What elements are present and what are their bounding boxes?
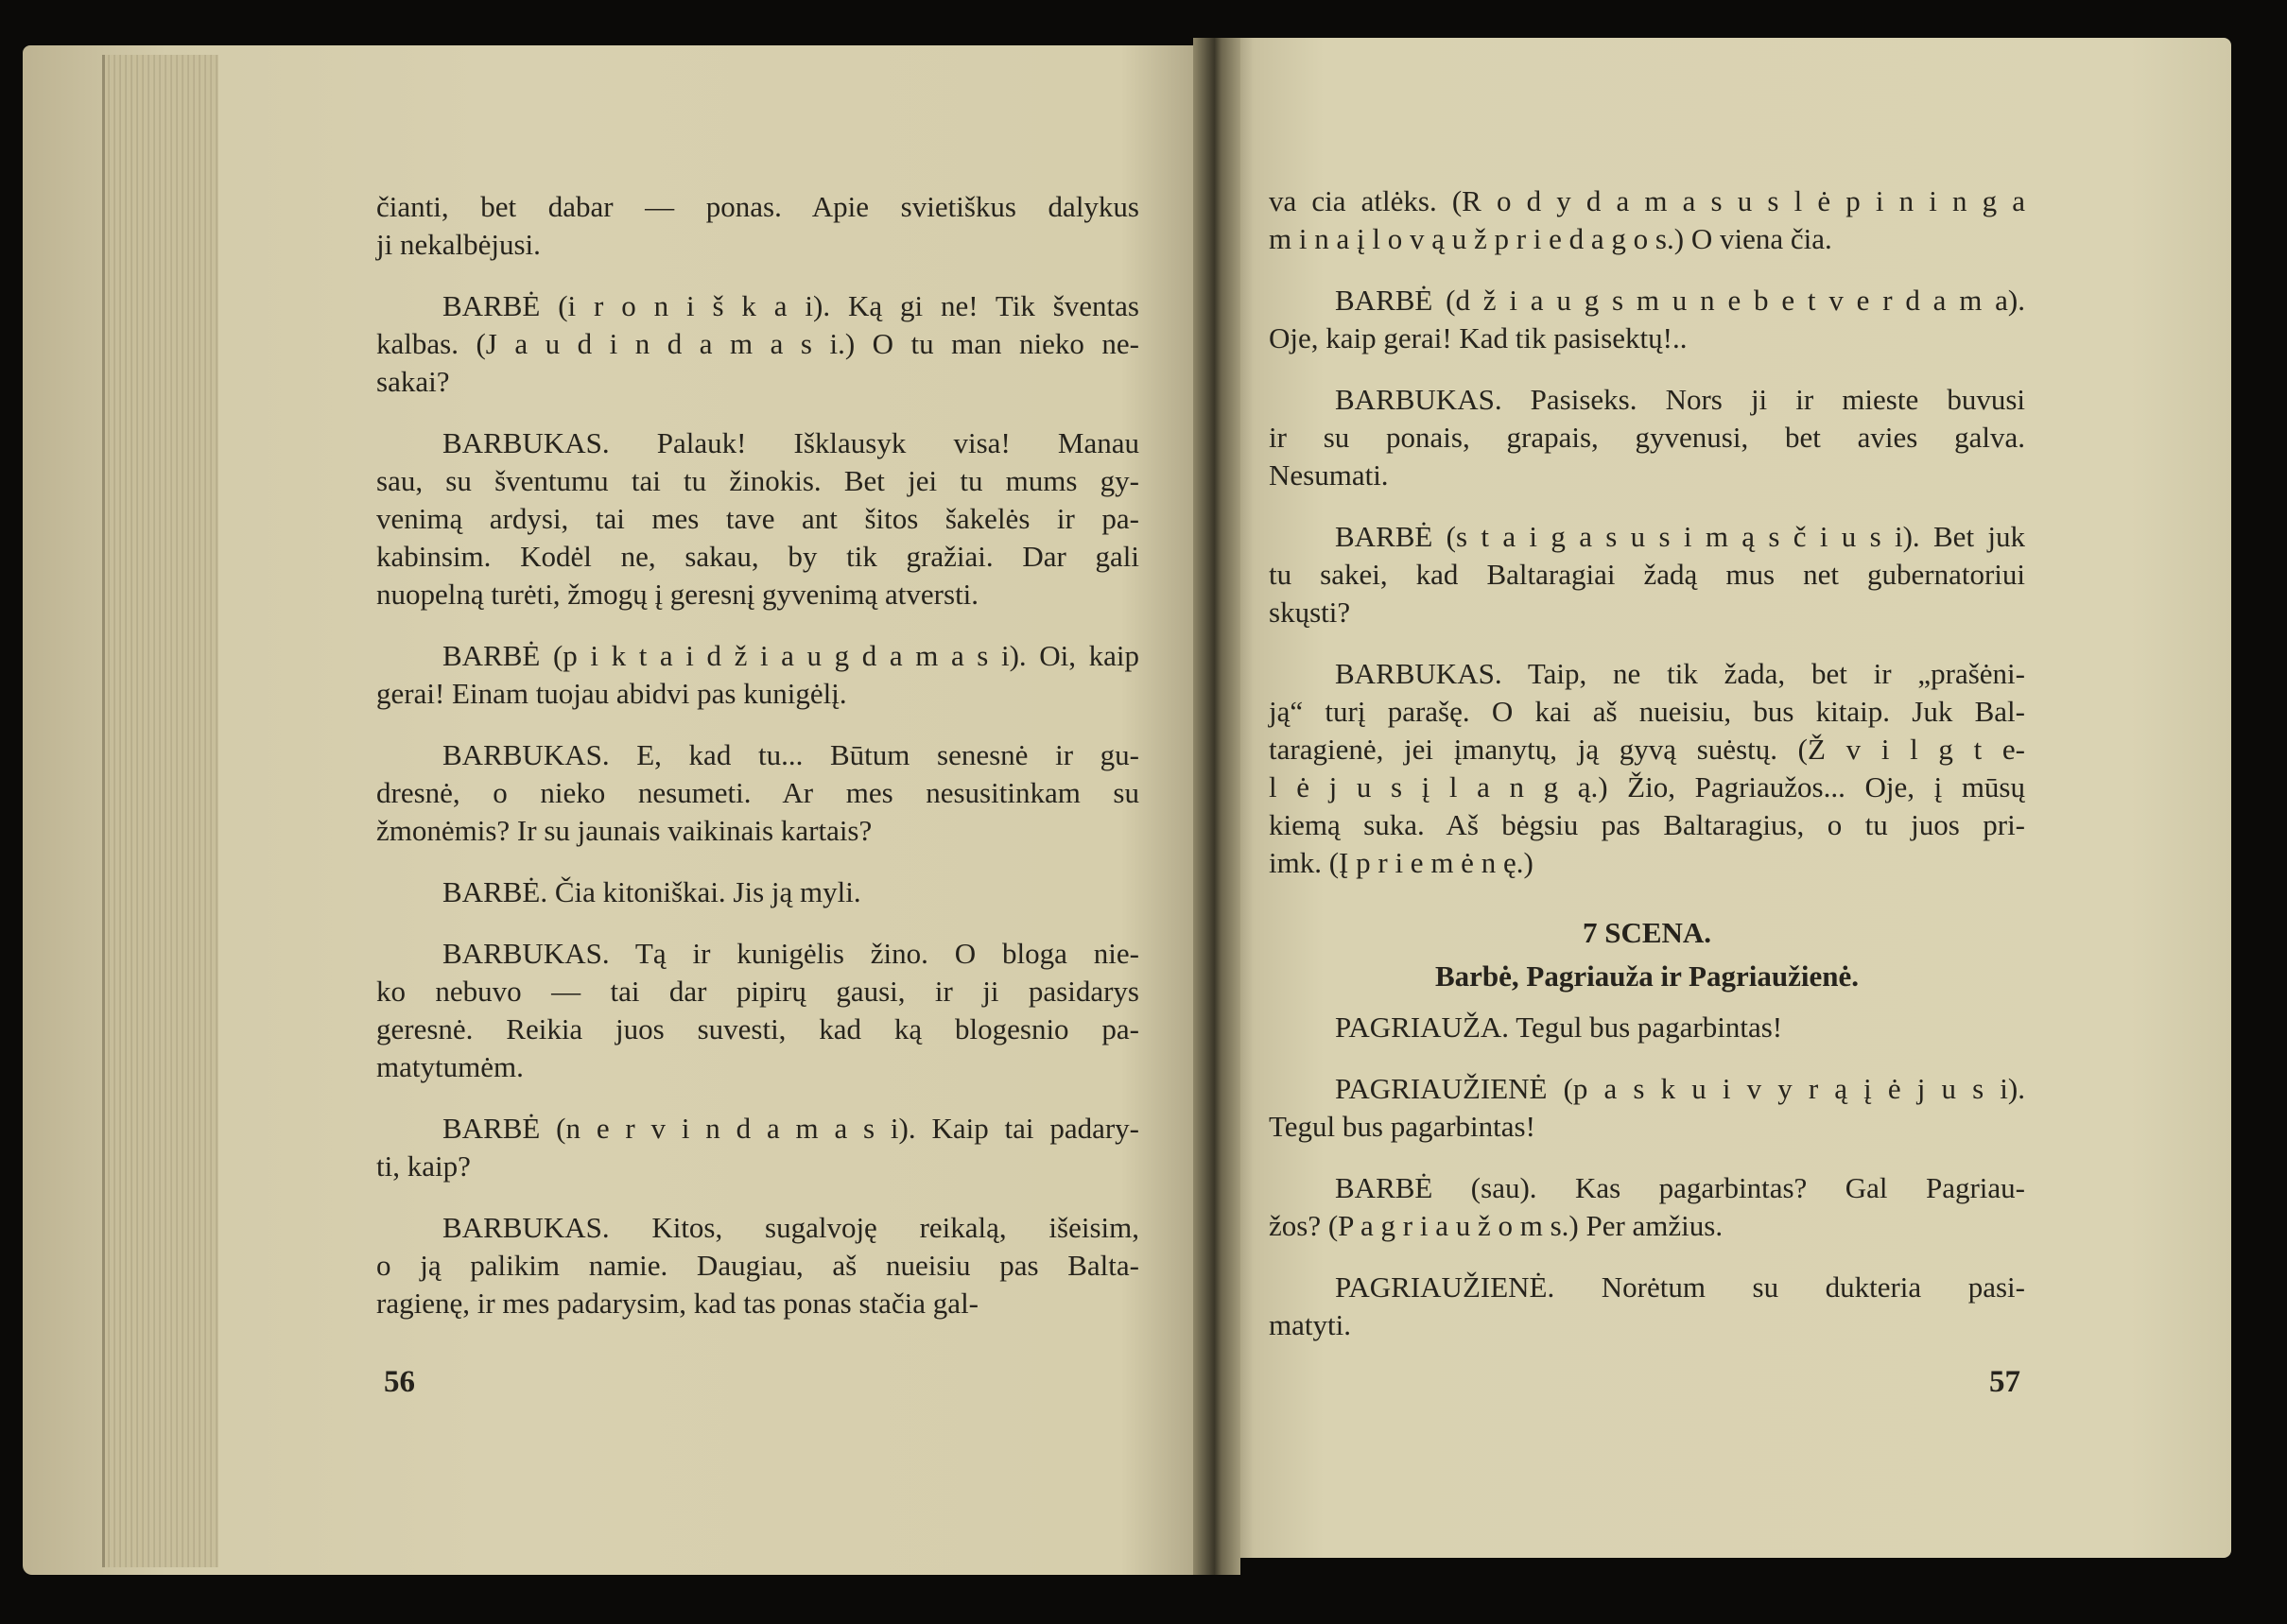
text-line: Nesumati. xyxy=(1269,458,1389,492)
scene-title: 7 SCENA. xyxy=(1582,916,1712,949)
text-line: kabinsim. Kodėl ne, sakau, by tik gražiai. Dar gali xyxy=(376,540,1139,573)
paragraph xyxy=(1269,182,2025,258)
text-line: BARBĖ (sau). Kas pagarbintas? Gal Pagriau- xyxy=(1335,1171,2025,1204)
paragraph xyxy=(376,637,1139,713)
text-line: sakai? xyxy=(376,365,450,398)
text-line: kiemą suka. Aš bėgsiu pas Baltaragius, o tu juos pri- xyxy=(1269,808,2025,841)
right-paragraphs-after xyxy=(1269,1009,2025,1344)
paragraph xyxy=(376,935,1139,1086)
text-line: PAGRIAUŽIENĖ. Norėtum su dukteria pasi- xyxy=(1335,1270,2025,1304)
paragraph xyxy=(1269,518,2025,631)
text-line: skųsti? xyxy=(1269,596,1351,629)
text-line: BARBUKAS. Taip, ne tik žada, bet ir „prašėni- xyxy=(1335,657,2025,690)
text-line: žos? (P a g r i a u ž o m s.) Per amžius. xyxy=(1269,1209,1724,1242)
text-line: BARBĖ (i r o n i š k a i). Ką gi ne! Tik šventas xyxy=(442,289,1139,322)
paragraph xyxy=(1269,1169,2025,1245)
paragraph xyxy=(1269,1070,2025,1146)
paragraph xyxy=(376,424,1139,613)
text-line: geresnė. Reikia juos suvesti, kad ką blogesnio pa- xyxy=(376,1012,1139,1045)
paragraph xyxy=(376,873,1139,911)
paragraph xyxy=(1269,381,2025,494)
text-line: l ė j u s į l a n g ą.) Žio, Pagriaužos... Oje, į mūsų xyxy=(1269,770,2025,803)
text-line: ti, kaip? xyxy=(376,1149,471,1183)
paragraph xyxy=(1269,1009,2025,1046)
text-line: m i n a į l o v ą u ž p r i e d a g o s.) O viena čia. xyxy=(1269,222,1832,255)
text-line: matyti. xyxy=(1269,1308,1351,1341)
text-line: PAGRIAUŽIENĖ (p a s k u i v y r ą į ė j u s i). xyxy=(1335,1072,2025,1105)
text-line: dresnė, o nieko nesumeti. Ar mes nesusitinkam su xyxy=(376,776,1139,809)
text-line: venimą ardysi, tai mes tave ant šitos šakelės ir pa- xyxy=(376,502,1139,535)
text-line: Oje, kaip gerai! Kad tik pasisektų!.. xyxy=(1269,321,1688,354)
scene-characters: Barbė, Pagriauža ir Pagriaužienė. xyxy=(1435,959,1859,993)
text-line: nuopelną turėti, žmogų į geresnį gyvenimą atversti. xyxy=(376,578,979,611)
text-line: ko nebuvo — tai dar pipirų gausi, ir ji pasidarys xyxy=(376,975,1139,1008)
text-line: BARBUKAS. Pasiseks. Nors ji ir mieste buvusi xyxy=(1335,383,2025,416)
text-line: žmonėmis? Ir su jaunais vaikinais kartais? xyxy=(376,814,873,847)
paragraph xyxy=(376,188,1139,264)
book-gutter xyxy=(1193,38,1240,1575)
text-line: BARBĖ (d ž i a u g s m u n e b e t v e r d a m a). xyxy=(1335,284,2025,317)
paragraph xyxy=(376,736,1139,850)
text-line: BARBUKAS. Palauk! Išklausyk visa! Manau xyxy=(442,426,1139,459)
paragraph xyxy=(1269,1269,2025,1344)
text-line: BARBĖ (p i k t a i d ž i a u g d a m a s i). Oi, kaip xyxy=(442,639,1139,672)
paragraph xyxy=(1269,655,2025,882)
paragraph xyxy=(376,287,1139,401)
right-paragraphs-before xyxy=(1269,182,2025,882)
text-line: matytumėm. xyxy=(376,1050,524,1083)
page-edges-stack xyxy=(102,55,218,1567)
text-line: čianti, bet dabar — ponas. Apie svietiškus dalykus xyxy=(376,190,1139,223)
text-line: gerai! Einam tuojau abidvi pas kunigėlį. xyxy=(376,677,847,710)
page-number-right: 57 xyxy=(1989,1365,2020,1399)
paragraph xyxy=(1269,282,2025,357)
text-line: sau, su šventumu tai tu žinokis. Bet jei tu mums gy- xyxy=(376,464,1139,497)
text-line: va cia atlėks. (R o d y d a m a s u s l ė p i n i n g a xyxy=(1269,184,2025,217)
page-number-left: 56 xyxy=(384,1365,415,1399)
text-line: BARBUKAS. Tą ir kunigėlis žino. O bloga nie- xyxy=(442,937,1139,970)
text-line: ji nekalbėjusi. xyxy=(376,228,541,261)
text-line: ir su ponais, grapais, gyvenusi, bet avies galva. xyxy=(1269,421,2025,454)
text-line: BARBĖ. Čia kitoniškai. Jis ją myli. xyxy=(442,875,861,908)
text-line: o ją palikim namie. Daugiau, aš nueisiu pas Balta- xyxy=(376,1249,1139,1282)
text-line: PAGRIAUŽA. Tegul bus pagarbintas! xyxy=(1335,1011,1783,1044)
text-line: BARBĖ (n e r v i n d a m a s i). Kaip tai padary- xyxy=(442,1112,1139,1145)
text-line: kalbas. (J a u d i n d a m a s i.) O tu man nieko ne- xyxy=(376,327,1139,360)
left-page-text xyxy=(376,188,1139,1322)
paragraph xyxy=(376,1209,1139,1322)
text-line: BARBUKAS. Kitos, sugalvoję reikalą, išeisim, xyxy=(442,1211,1139,1244)
text-line: ragienę, ir mes padarysim, kad tas ponas stačia gal- xyxy=(376,1287,979,1320)
text-line: taragienė, jei įmanytų, ją gyvą suėstų. (Ž v i l g t e- xyxy=(1269,733,2025,766)
text-line: BARBUKAS. E, kad tu... Būtum senesnė ir gu- xyxy=(442,738,1139,771)
text-line: ją“ turį parašę. O kai aš nueisiu, bus kitaip. Juk Bal- xyxy=(1269,695,2025,728)
text-line: Tegul bus pagarbintas! xyxy=(1269,1110,1535,1143)
text-line: BARBĖ (s t a i g a s u s i m ą s č i u s i). Bet juk xyxy=(1335,520,2025,553)
right-page-text xyxy=(1269,182,2025,1344)
paragraph xyxy=(376,1110,1139,1185)
text-line: imk. (Į p r i e m ė n ę.) xyxy=(1269,846,1533,879)
text-line: tu sakei, kad Baltaragiai žadą mus net gubernatoriui xyxy=(1269,558,2025,591)
